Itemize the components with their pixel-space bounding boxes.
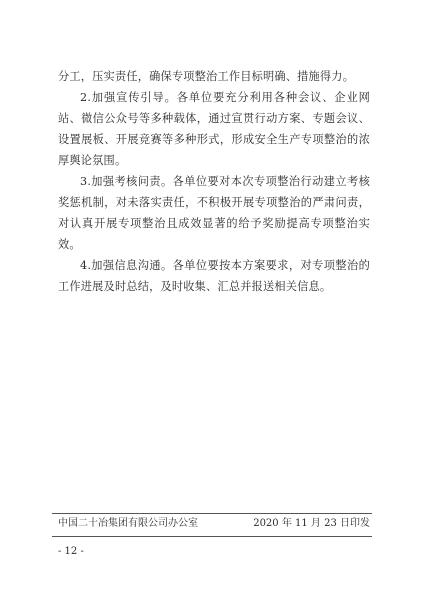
footer-issuer: 中国二十冶集团有限公司办公室 [58, 518, 198, 529]
paragraph-assessment: 3.加强考核问责。各单位要对本次专项整治行动建立考核奖惩机制，对未落实责任，不积极开展专项整治的严肃问责，对认真开展专项整治且成效显著的给予奖励提高专项整治实效。 [58, 175, 370, 251]
footer-top-rule [52, 513, 372, 514]
footer-bottom-rule [52, 536, 372, 537]
footer-imprint [58, 516, 370, 532]
paragraph-communication: 4.加强信息沟通。各单位要按本方案要求，对专项整治的工作进展及时总结，及时收集、汇总并报送相关信息。 [58, 259, 370, 293]
body-text [58, 66, 370, 297]
page-number: - 12 - [58, 546, 84, 557]
paragraph-publicity: 2.加强宣传引导。各单位要充分利用各种会议、企业网站、微信公众号等多种载体，通过宣贯行动方案、专题会议、设置展板、开展竞赛等多种形式，形成安全生产专项整治的浓厚舆论氛围。 [58, 91, 370, 167]
paragraph-continuation: 分工，压实责任，确保专项整治工作目标明确、措施得力。 [58, 70, 355, 83]
footer-date: 2020 年 11 月 23 日印发 [253, 518, 370, 529]
